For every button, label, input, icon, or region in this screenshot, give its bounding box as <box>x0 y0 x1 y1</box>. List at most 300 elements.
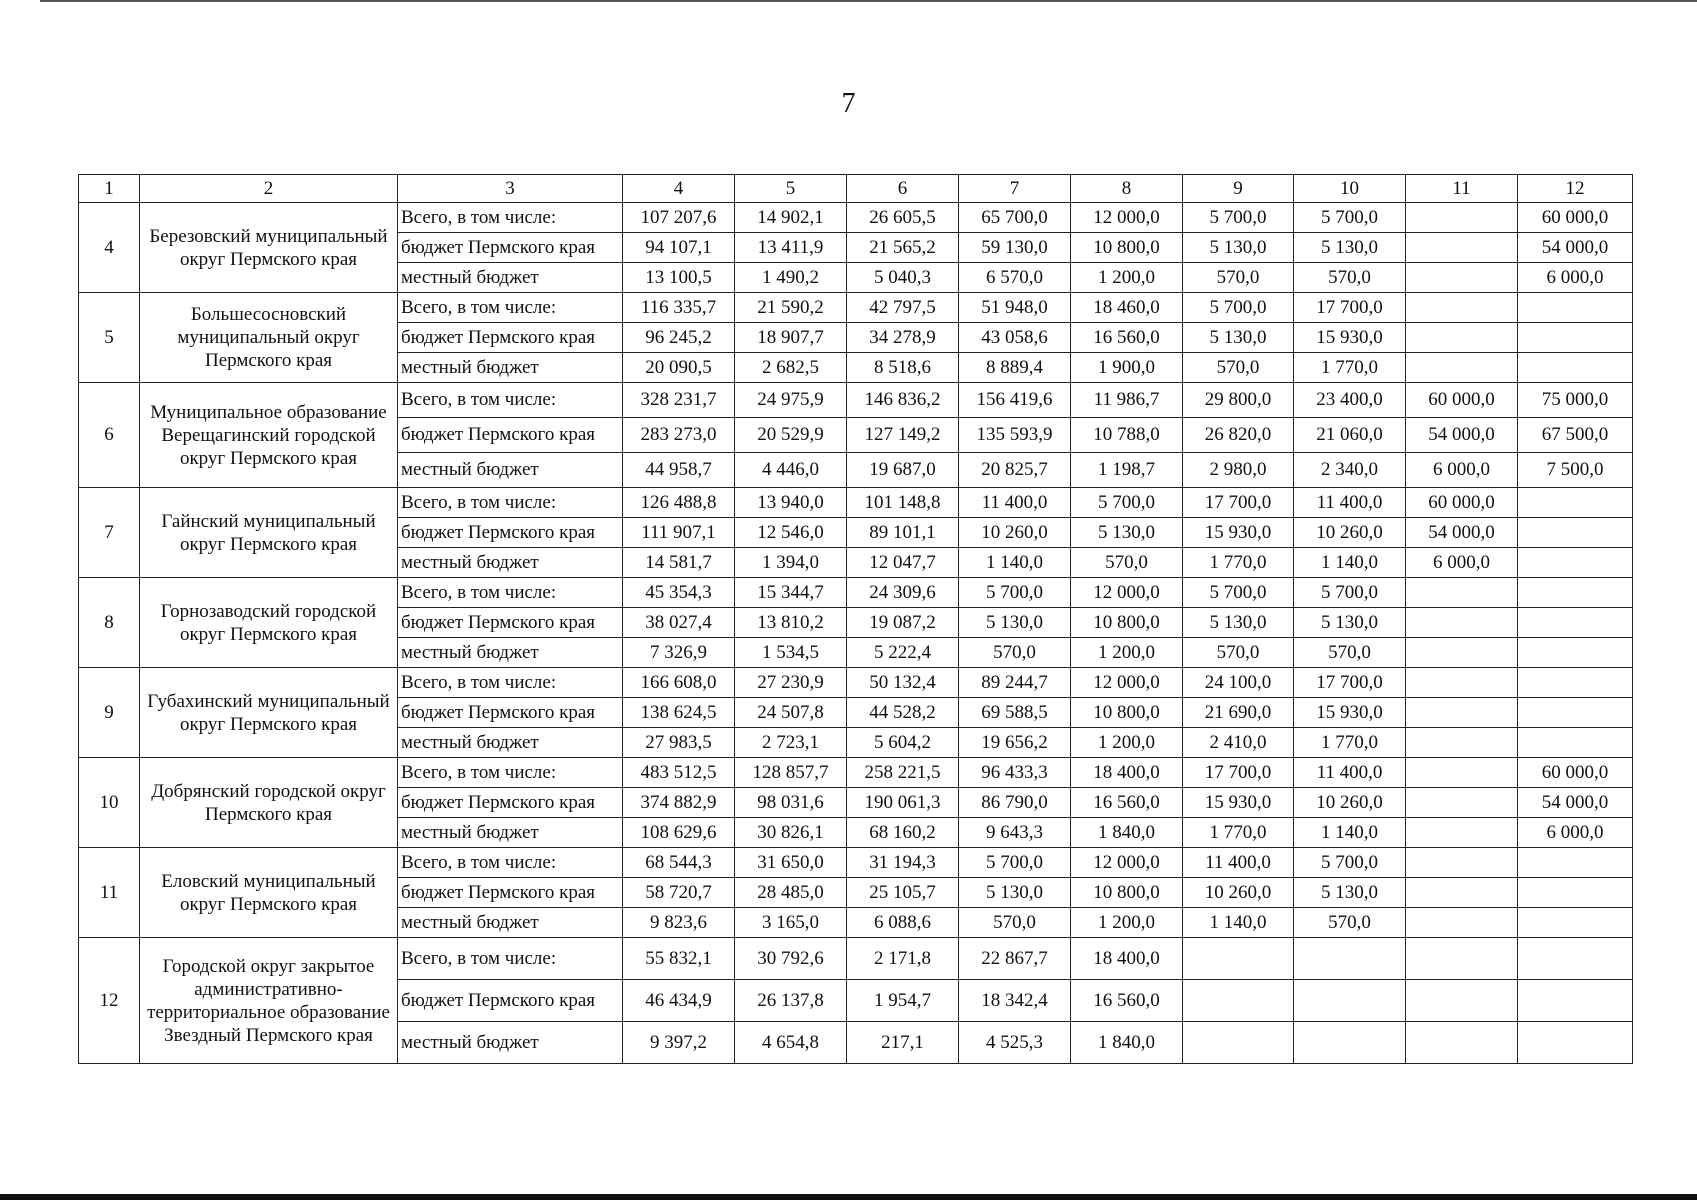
value-cell-col-10 <box>1294 1022 1406 1064</box>
funding-source: Всего, в том числе: <box>398 383 623 418</box>
value-cell-col-4: 374 882,9 <box>623 788 735 818</box>
value-cell-col-7: 5 700,0 <box>959 848 1071 878</box>
value-cell-col-10: 5 130,0 <box>1294 233 1406 263</box>
value-cell-col-6: 50 132,4 <box>847 668 959 698</box>
municipality-name: Еловский муниципальный округ Пермского края <box>140 848 398 938</box>
value-cell-col-4: 20 090,5 <box>623 353 735 383</box>
funding-source: бюджет Пермского края <box>398 323 623 353</box>
value-cell-col-7: 65 700,0 <box>959 203 1071 233</box>
value-cell-col-11 <box>1406 608 1518 638</box>
value-cell-col-5: 20 529,9 <box>735 418 847 453</box>
value-cell-col-8: 10 800,0 <box>1071 233 1183 263</box>
column-number-row <box>79 175 1633 203</box>
value-cell-col-4: 9 823,6 <box>623 908 735 938</box>
value-cell-col-6: 6 088,6 <box>847 908 959 938</box>
value-cell-col-4: 108 629,6 <box>623 818 735 848</box>
value-cell-col-4: 38 027,4 <box>623 608 735 638</box>
value-cell-col-9: 29 800,0 <box>1183 383 1294 418</box>
municipality-name: Городской округ закрытое административно-территориальное образование Звездный Пермского края <box>140 938 398 1064</box>
funding-source: местный бюджет <box>398 1022 623 1064</box>
value-cell-col-12: 75 000,0 <box>1518 383 1633 418</box>
column-header-12: 12 <box>1518 175 1633 203</box>
value-cell-col-6: 68 160,2 <box>847 818 959 848</box>
budget-table <box>78 174 1633 1064</box>
value-cell-col-7: 6 570,0 <box>959 263 1071 293</box>
value-cell-col-8: 12 000,0 <box>1071 668 1183 698</box>
column-header-8: 8 <box>1071 175 1183 203</box>
funding-source: бюджет Пермского края <box>398 980 623 1022</box>
value-cell-col-4: 483 512,5 <box>623 758 735 788</box>
value-cell-col-10: 5 700,0 <box>1294 848 1406 878</box>
column-header-3: 3 <box>398 175 623 203</box>
value-cell-col-9: 17 700,0 <box>1183 758 1294 788</box>
value-cell-col-4: 55 832,1 <box>623 938 735 980</box>
funding-source: местный бюджет <box>398 728 623 758</box>
value-cell-col-5: 13 810,2 <box>735 608 847 638</box>
table-row <box>79 668 1633 698</box>
funding-source: местный бюджет <box>398 908 623 938</box>
value-cell-col-9: 15 930,0 <box>1183 788 1294 818</box>
value-cell-col-4: 68 544,3 <box>623 848 735 878</box>
value-cell-col-11 <box>1406 323 1518 353</box>
column-header-4: 4 <box>623 175 735 203</box>
value-cell-col-6: 146 836,2 <box>847 383 959 418</box>
value-cell-col-10: 15 930,0 <box>1294 323 1406 353</box>
value-cell-col-8: 10 800,0 <box>1071 608 1183 638</box>
value-cell-col-4: 7 326,9 <box>623 638 735 668</box>
value-cell-col-5: 30 792,6 <box>735 938 847 980</box>
value-cell-col-9: 1 140,0 <box>1183 908 1294 938</box>
value-cell-col-10 <box>1294 980 1406 1022</box>
value-cell-col-5: 4 446,0 <box>735 453 847 488</box>
municipality-name: Гайнский муниципальный округ Пермского края <box>140 488 398 578</box>
funding-source: местный бюджет <box>398 638 623 668</box>
funding-source: Всего, в том числе: <box>398 668 623 698</box>
value-cell-col-7: 22 867,7 <box>959 938 1071 980</box>
value-cell-col-10: 570,0 <box>1294 908 1406 938</box>
value-cell-col-8: 12 000,0 <box>1071 848 1183 878</box>
value-cell-col-4: 116 335,7 <box>623 293 735 323</box>
value-cell-col-10: 10 260,0 <box>1294 788 1406 818</box>
value-cell-col-4: 45 354,3 <box>623 578 735 608</box>
row-number: 11 <box>79 848 140 938</box>
value-cell-col-11 <box>1406 878 1518 908</box>
municipality-name: Муниципальное образование Верещагинский городской округ Пермского края <box>140 383 398 488</box>
value-cell-col-12 <box>1518 728 1633 758</box>
value-cell-col-11 <box>1406 848 1518 878</box>
value-cell-col-5: 18 907,7 <box>735 323 847 353</box>
value-cell-col-11 <box>1406 980 1518 1022</box>
value-cell-col-8: 10 800,0 <box>1071 698 1183 728</box>
value-cell-col-10: 1 770,0 <box>1294 353 1406 383</box>
value-cell-col-12 <box>1518 608 1633 638</box>
value-cell-col-7: 86 790,0 <box>959 788 1071 818</box>
value-cell-col-8: 18 400,0 <box>1071 758 1183 788</box>
value-cell-col-8: 570,0 <box>1071 548 1183 578</box>
value-cell-col-8: 11 986,7 <box>1071 383 1183 418</box>
table-row <box>79 578 1633 608</box>
column-header-6: 6 <box>847 175 959 203</box>
value-cell-col-11 <box>1406 758 1518 788</box>
value-cell-col-8: 1 840,0 <box>1071 818 1183 848</box>
row-number: 10 <box>79 758 140 848</box>
value-cell-col-11 <box>1406 728 1518 758</box>
value-cell-col-8: 16 560,0 <box>1071 788 1183 818</box>
value-cell-col-11 <box>1406 203 1518 233</box>
value-cell-col-7: 5 130,0 <box>959 608 1071 638</box>
column-header-2: 2 <box>140 175 398 203</box>
funding-source: бюджет Пермского края <box>398 418 623 453</box>
value-cell-col-8: 12 000,0 <box>1071 203 1183 233</box>
value-cell-col-8: 12 000,0 <box>1071 578 1183 608</box>
value-cell-col-4: 46 434,9 <box>623 980 735 1022</box>
value-cell-col-12 <box>1518 908 1633 938</box>
row-number: 4 <box>79 203 140 293</box>
value-cell-col-7: 96 433,3 <box>959 758 1071 788</box>
table-row <box>79 383 1633 418</box>
value-cell-col-10: 5 130,0 <box>1294 878 1406 908</box>
value-cell-col-12: 60 000,0 <box>1518 203 1633 233</box>
value-cell-col-8: 1 200,0 <box>1071 638 1183 668</box>
value-cell-col-10: 15 930,0 <box>1294 698 1406 728</box>
funding-source: местный бюджет <box>398 453 623 488</box>
value-cell-col-8: 1 840,0 <box>1071 1022 1183 1064</box>
value-cell-col-5: 128 857,7 <box>735 758 847 788</box>
funding-source: местный бюджет <box>398 353 623 383</box>
value-cell-col-4: 94 107,1 <box>623 233 735 263</box>
value-cell-col-6: 25 105,7 <box>847 878 959 908</box>
value-cell-col-4: 13 100,5 <box>623 263 735 293</box>
value-cell-col-10: 17 700,0 <box>1294 293 1406 323</box>
funding-source: бюджет Пермского края <box>398 518 623 548</box>
value-cell-col-9: 570,0 <box>1183 638 1294 668</box>
value-cell-col-4: 27 983,5 <box>623 728 735 758</box>
value-cell-col-9: 5 130,0 <box>1183 323 1294 353</box>
value-cell-col-5: 98 031,6 <box>735 788 847 818</box>
funding-source: Всего, в том числе: <box>398 938 623 980</box>
funding-source: бюджет Пермского края <box>398 608 623 638</box>
value-cell-col-12: 67 500,0 <box>1518 418 1633 453</box>
value-cell-col-9: 2 410,0 <box>1183 728 1294 758</box>
value-cell-col-5: 4 654,8 <box>735 1022 847 1064</box>
value-cell-col-10 <box>1294 938 1406 980</box>
value-cell-col-12: 54 000,0 <box>1518 233 1633 263</box>
value-cell-col-4: 58 720,7 <box>623 878 735 908</box>
value-cell-col-9: 5 700,0 <box>1183 578 1294 608</box>
column-header-7: 7 <box>959 175 1071 203</box>
value-cell-col-6: 44 528,2 <box>847 698 959 728</box>
value-cell-col-4: 107 207,6 <box>623 203 735 233</box>
value-cell-col-6: 12 047,7 <box>847 548 959 578</box>
value-cell-col-5: 27 230,9 <box>735 668 847 698</box>
scan-top-edge <box>40 0 1697 2</box>
funding-source: Всего, в том числе: <box>398 203 623 233</box>
value-cell-col-11 <box>1406 638 1518 668</box>
value-cell-col-9: 1 770,0 <box>1183 548 1294 578</box>
row-number: 9 <box>79 668 140 758</box>
value-cell-col-7: 51 948,0 <box>959 293 1071 323</box>
value-cell-col-6: 42 797,5 <box>847 293 959 323</box>
value-cell-col-8: 10 788,0 <box>1071 418 1183 453</box>
value-cell-col-4: 328 231,7 <box>623 383 735 418</box>
table-row <box>79 848 1633 878</box>
value-cell-col-11 <box>1406 818 1518 848</box>
row-number: 5 <box>79 293 140 383</box>
municipality-name: Горнозаводский городской округ Пермского края <box>140 578 398 668</box>
value-cell-col-8: 16 560,0 <box>1071 323 1183 353</box>
table-body <box>79 175 1633 1064</box>
value-cell-col-6: 217,1 <box>847 1022 959 1064</box>
value-cell-col-5: 14 902,1 <box>735 203 847 233</box>
value-cell-col-6: 5 222,4 <box>847 638 959 668</box>
value-cell-col-12: 54 000,0 <box>1518 788 1633 818</box>
value-cell-col-7: 20 825,7 <box>959 453 1071 488</box>
value-cell-col-7: 5 130,0 <box>959 878 1071 908</box>
value-cell-col-8: 1 900,0 <box>1071 353 1183 383</box>
value-cell-col-9: 1 770,0 <box>1183 818 1294 848</box>
value-cell-col-9: 5 130,0 <box>1183 608 1294 638</box>
value-cell-col-5: 1 534,5 <box>735 638 847 668</box>
table-row <box>79 758 1633 788</box>
value-cell-col-9: 5 700,0 <box>1183 293 1294 323</box>
value-cell-col-4: 14 581,7 <box>623 548 735 578</box>
value-cell-col-11: 60 000,0 <box>1406 383 1518 418</box>
value-cell-col-11: 60 000,0 <box>1406 488 1518 518</box>
value-cell-col-8: 1 200,0 <box>1071 263 1183 293</box>
value-cell-col-10: 21 060,0 <box>1294 418 1406 453</box>
value-cell-col-8: 18 400,0 <box>1071 938 1183 980</box>
value-cell-col-5: 24 975,9 <box>735 383 847 418</box>
column-header-11: 11 <box>1406 175 1518 203</box>
column-header-10: 10 <box>1294 175 1406 203</box>
value-cell-col-10: 23 400,0 <box>1294 383 1406 418</box>
municipality-name: Березовский муниципальный округ Пермского края <box>140 203 398 293</box>
value-cell-col-9 <box>1183 1022 1294 1064</box>
value-cell-col-12: 6 000,0 <box>1518 818 1633 848</box>
column-header-5: 5 <box>735 175 847 203</box>
value-cell-col-5: 12 546,0 <box>735 518 847 548</box>
value-cell-col-9 <box>1183 938 1294 980</box>
value-cell-col-7: 135 593,9 <box>959 418 1071 453</box>
value-cell-col-4: 283 273,0 <box>623 418 735 453</box>
funding-source: бюджет Пермского края <box>398 878 623 908</box>
value-cell-col-7: 89 244,7 <box>959 668 1071 698</box>
value-cell-col-5: 24 507,8 <box>735 698 847 728</box>
table-row <box>79 488 1633 518</box>
funding-source: местный бюджет <box>398 818 623 848</box>
value-cell-col-11 <box>1406 788 1518 818</box>
value-cell-col-12 <box>1518 980 1633 1022</box>
municipality-name: Губахинский муниципальный округ Пермского края <box>140 668 398 758</box>
value-cell-col-12 <box>1518 878 1633 908</box>
value-cell-col-6: 190 061,3 <box>847 788 959 818</box>
value-cell-col-12 <box>1518 848 1633 878</box>
value-cell-col-6: 5 040,3 <box>847 263 959 293</box>
value-cell-col-11: 6 000,0 <box>1406 453 1518 488</box>
value-cell-col-9: 17 700,0 <box>1183 488 1294 518</box>
value-cell-col-11 <box>1406 938 1518 980</box>
value-cell-col-6: 8 518,6 <box>847 353 959 383</box>
value-cell-col-7: 11 400,0 <box>959 488 1071 518</box>
value-cell-col-10: 2 340,0 <box>1294 453 1406 488</box>
table-row <box>79 293 1633 323</box>
value-cell-col-12 <box>1518 1022 1633 1064</box>
value-cell-col-10: 11 400,0 <box>1294 488 1406 518</box>
value-cell-col-7: 59 130,0 <box>959 233 1071 263</box>
value-cell-col-7: 18 342,4 <box>959 980 1071 1022</box>
value-cell-col-6: 21 565,2 <box>847 233 959 263</box>
value-cell-col-12: 7 500,0 <box>1518 453 1633 488</box>
value-cell-col-6: 89 101,1 <box>847 518 959 548</box>
value-cell-col-7: 156 419,6 <box>959 383 1071 418</box>
value-cell-col-5: 15 344,7 <box>735 578 847 608</box>
funding-source: Всего, в том числе: <box>398 848 623 878</box>
value-cell-col-11 <box>1406 908 1518 938</box>
value-cell-col-7: 10 260,0 <box>959 518 1071 548</box>
value-cell-col-12 <box>1518 488 1633 518</box>
value-cell-col-8: 1 200,0 <box>1071 728 1183 758</box>
value-cell-col-6: 101 148,8 <box>847 488 959 518</box>
value-cell-col-9: 570,0 <box>1183 263 1294 293</box>
value-cell-col-9: 21 690,0 <box>1183 698 1294 728</box>
value-cell-col-9: 24 100,0 <box>1183 668 1294 698</box>
funding-source: Всего, в том числе: <box>398 578 623 608</box>
value-cell-col-6: 258 221,5 <box>847 758 959 788</box>
value-cell-col-4: 166 608,0 <box>623 668 735 698</box>
value-cell-col-7: 69 588,5 <box>959 698 1071 728</box>
value-cell-col-12 <box>1518 353 1633 383</box>
value-cell-col-4: 111 907,1 <box>623 518 735 548</box>
value-cell-col-11: 6 000,0 <box>1406 548 1518 578</box>
value-cell-col-9 <box>1183 980 1294 1022</box>
value-cell-col-5: 13 940,0 <box>735 488 847 518</box>
value-cell-col-12 <box>1518 323 1633 353</box>
value-cell-col-11 <box>1406 1022 1518 1064</box>
funding-source: местный бюджет <box>398 263 623 293</box>
value-cell-col-12 <box>1518 548 1633 578</box>
value-cell-col-9: 5 130,0 <box>1183 233 1294 263</box>
funding-source: местный бюджет <box>398 548 623 578</box>
value-cell-col-5: 28 485,0 <box>735 878 847 908</box>
value-cell-col-10: 5 700,0 <box>1294 203 1406 233</box>
value-cell-col-6: 34 278,9 <box>847 323 959 353</box>
value-cell-col-6: 1 954,7 <box>847 980 959 1022</box>
value-cell-col-12 <box>1518 293 1633 323</box>
value-cell-col-5: 1 490,2 <box>735 263 847 293</box>
funding-source: бюджет Пермского края <box>398 233 623 263</box>
value-cell-col-12 <box>1518 518 1633 548</box>
funding-source: Всего, в том числе: <box>398 293 623 323</box>
row-number: 7 <box>79 488 140 578</box>
value-cell-col-11 <box>1406 293 1518 323</box>
value-cell-col-6: 19 087,2 <box>847 608 959 638</box>
funding-source: бюджет Пермского края <box>398 788 623 818</box>
value-cell-col-7: 570,0 <box>959 638 1071 668</box>
value-cell-col-6: 19 687,0 <box>847 453 959 488</box>
value-cell-col-6: 127 149,2 <box>847 418 959 453</box>
funding-source: Всего, в том числе: <box>398 758 623 788</box>
value-cell-col-6: 2 171,8 <box>847 938 959 980</box>
value-cell-col-8: 16 560,0 <box>1071 980 1183 1022</box>
value-cell-col-12 <box>1518 638 1633 668</box>
value-cell-col-5: 3 165,0 <box>735 908 847 938</box>
value-cell-col-5: 2 723,1 <box>735 728 847 758</box>
value-cell-col-12: 6 000,0 <box>1518 263 1633 293</box>
funding-source: бюджет Пермского края <box>398 698 623 728</box>
column-header-9: 9 <box>1183 175 1294 203</box>
value-cell-col-9: 2 980,0 <box>1183 453 1294 488</box>
value-cell-col-8: 5 130,0 <box>1071 518 1183 548</box>
value-cell-col-4: 9 397,2 <box>623 1022 735 1064</box>
value-cell-col-8: 1 198,7 <box>1071 453 1183 488</box>
value-cell-col-10: 570,0 <box>1294 263 1406 293</box>
value-cell-col-11 <box>1406 233 1518 263</box>
value-cell-col-7: 570,0 <box>959 908 1071 938</box>
value-cell-col-4: 126 488,8 <box>623 488 735 518</box>
value-cell-col-5: 13 411,9 <box>735 233 847 263</box>
value-cell-col-7: 4 525,3 <box>959 1022 1071 1064</box>
value-cell-col-9: 5 700,0 <box>1183 203 1294 233</box>
value-cell-col-9: 10 260,0 <box>1183 878 1294 908</box>
value-cell-col-12 <box>1518 938 1633 980</box>
value-cell-col-12: 60 000,0 <box>1518 758 1633 788</box>
value-cell-col-5: 31 650,0 <box>735 848 847 878</box>
value-cell-col-9: 570,0 <box>1183 353 1294 383</box>
table-row <box>79 938 1633 980</box>
value-cell-col-7: 5 700,0 <box>959 578 1071 608</box>
value-cell-col-6: 31 194,3 <box>847 848 959 878</box>
value-cell-col-11 <box>1406 263 1518 293</box>
municipality-name: Добрянский городской округ Пермского края <box>140 758 398 848</box>
column-header-1: 1 <box>79 175 140 203</box>
value-cell-col-4: 44 958,7 <box>623 453 735 488</box>
value-cell-col-10: 17 700,0 <box>1294 668 1406 698</box>
scan-bottom-edge <box>0 1194 1697 1200</box>
value-cell-col-6: 24 309,6 <box>847 578 959 608</box>
funding-source: Всего, в том числе: <box>398 488 623 518</box>
value-cell-col-5: 30 826,1 <box>735 818 847 848</box>
municipality-name: Большесосновский муниципальный округ Пермского края <box>140 293 398 383</box>
value-cell-col-9: 11 400,0 <box>1183 848 1294 878</box>
value-cell-col-12 <box>1518 668 1633 698</box>
value-cell-col-7: 1 140,0 <box>959 548 1071 578</box>
row-number: 6 <box>79 383 140 488</box>
value-cell-col-6: 26 605,5 <box>847 203 959 233</box>
value-cell-col-11 <box>1406 578 1518 608</box>
value-cell-col-12 <box>1518 578 1633 608</box>
value-cell-col-7: 43 058,6 <box>959 323 1071 353</box>
value-cell-col-5: 21 590,2 <box>735 293 847 323</box>
row-number: 12 <box>79 938 140 1064</box>
value-cell-col-5: 26 137,8 <box>735 980 847 1022</box>
value-cell-col-10: 1 770,0 <box>1294 728 1406 758</box>
value-cell-col-7: 8 889,4 <box>959 353 1071 383</box>
page-number: 7 <box>841 88 856 119</box>
value-cell-col-10: 5 130,0 <box>1294 608 1406 638</box>
value-cell-col-11: 54 000,0 <box>1406 418 1518 453</box>
value-cell-col-8: 5 700,0 <box>1071 488 1183 518</box>
value-cell-col-11 <box>1406 668 1518 698</box>
value-cell-col-8: 1 200,0 <box>1071 908 1183 938</box>
value-cell-col-10: 11 400,0 <box>1294 758 1406 788</box>
table-row <box>79 203 1633 233</box>
value-cell-col-5: 1 394,0 <box>735 548 847 578</box>
value-cell-col-5: 2 682,5 <box>735 353 847 383</box>
value-cell-col-4: 96 245,2 <box>623 323 735 353</box>
value-cell-col-10: 1 140,0 <box>1294 818 1406 848</box>
value-cell-col-11 <box>1406 353 1518 383</box>
value-cell-col-12 <box>1518 698 1633 728</box>
